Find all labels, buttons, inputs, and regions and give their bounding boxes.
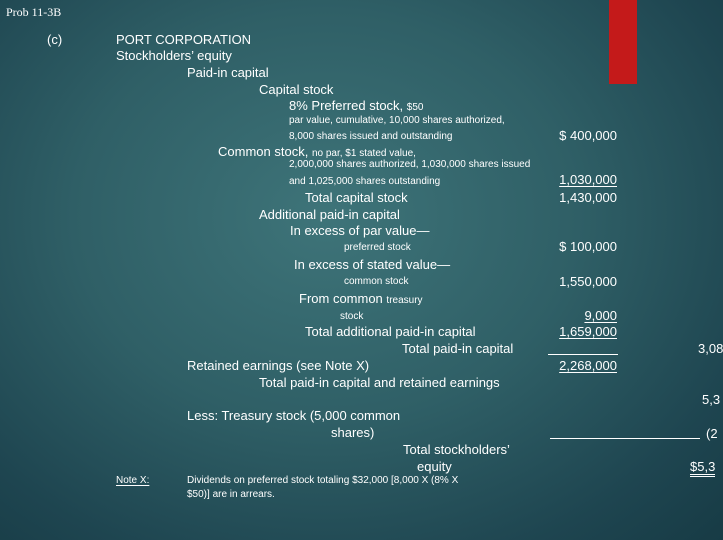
- part-label: (c): [47, 32, 63, 47]
- total-paid-in-amount: 3,08: [698, 341, 723, 356]
- excess-par-amount: $ 100,000: [559, 239, 617, 254]
- from-common-label: From common treasury: [299, 291, 423, 306]
- less-treasury-amount: (2: [706, 426, 718, 441]
- from-common-sublabel: stock: [340, 311, 364, 322]
- note-text-line1: Dividends on preferred stock totaling $32,000 [8,000 X (8% X: [187, 475, 459, 486]
- total-se-line1: Total stockholders’: [403, 442, 510, 457]
- from-common-amount: 9,000: [584, 308, 617, 323]
- retained-earnings-amount: 2,268,000: [559, 358, 617, 373]
- common-stock-label: Common stock, no par, $1 stated value,: [218, 144, 416, 159]
- additional-paid-in-heading: Additional paid-in capital: [259, 207, 400, 222]
- statement-title: Stockholders’ equity: [116, 48, 232, 63]
- capital-stock-heading: Capital stock: [259, 82, 334, 97]
- excess-stated-sublabel: common stock: [344, 276, 409, 287]
- company-name: PORT CORPORATION: [116, 32, 252, 47]
- less-treasury-line1: Less: Treasury stock (5,000 common: [187, 408, 401, 423]
- problem-label: Prob 11-3B: [6, 5, 62, 19]
- total-additional-amount: 1,659,000: [559, 324, 617, 339]
- less-treasury-line2: shares): [331, 425, 375, 440]
- note-text-line2: $50)] are in arrears.: [187, 489, 275, 500]
- preferred-stock-label: 8% Preferred stock, $50: [289, 98, 424, 113]
- total-paid-in-label: Total paid-in capital: [402, 341, 514, 356]
- total-additional-label: Total additional paid-in capital: [305, 324, 476, 339]
- total-paid-retained-label: Total paid-in capital and retained earnings: [259, 375, 500, 390]
- rule-treasury: [550, 438, 700, 439]
- total-se-line2: equity: [417, 459, 452, 474]
- rule-above-retained: [548, 354, 618, 355]
- red-accent-bar: [609, 0, 637, 84]
- excess-par-label: In excess of par value—: [290, 223, 430, 238]
- excess-stated-amount: 1,550,000: [559, 274, 617, 289]
- total-capital-stock-amount: 1,430,000: [559, 190, 617, 205]
- note-label: Note X:: [116, 475, 150, 486]
- total-paid-retained-amount: 5,3: [702, 392, 721, 407]
- excess-stated-label: In excess of stated value—: [294, 257, 451, 272]
- common-desc-line2: and 1,025,000 shares outstanding: [289, 176, 441, 187]
- preferred-desc-line2: 8,000 shares issued and outstanding: [289, 131, 453, 142]
- total-capital-stock-label: Total capital stock: [305, 190, 408, 205]
- paid-in-capital-heading: Paid-in capital: [187, 65, 269, 80]
- excess-par-sublabel: preferred stock: [344, 242, 411, 253]
- total-se-amount: $5,3: [690, 460, 715, 477]
- retained-earnings-label: Retained earnings (see Note X): [187, 358, 370, 373]
- preferred-amount: $ 400,000: [559, 128, 617, 143]
- preferred-desc-line1: par value, cumulative, 10,000 shares authorized,: [289, 115, 505, 126]
- common-amount: 1,030,000: [559, 172, 617, 187]
- common-desc-line1: 2,000,000 shares authorized, 1,030,000 shares issued: [289, 159, 531, 170]
